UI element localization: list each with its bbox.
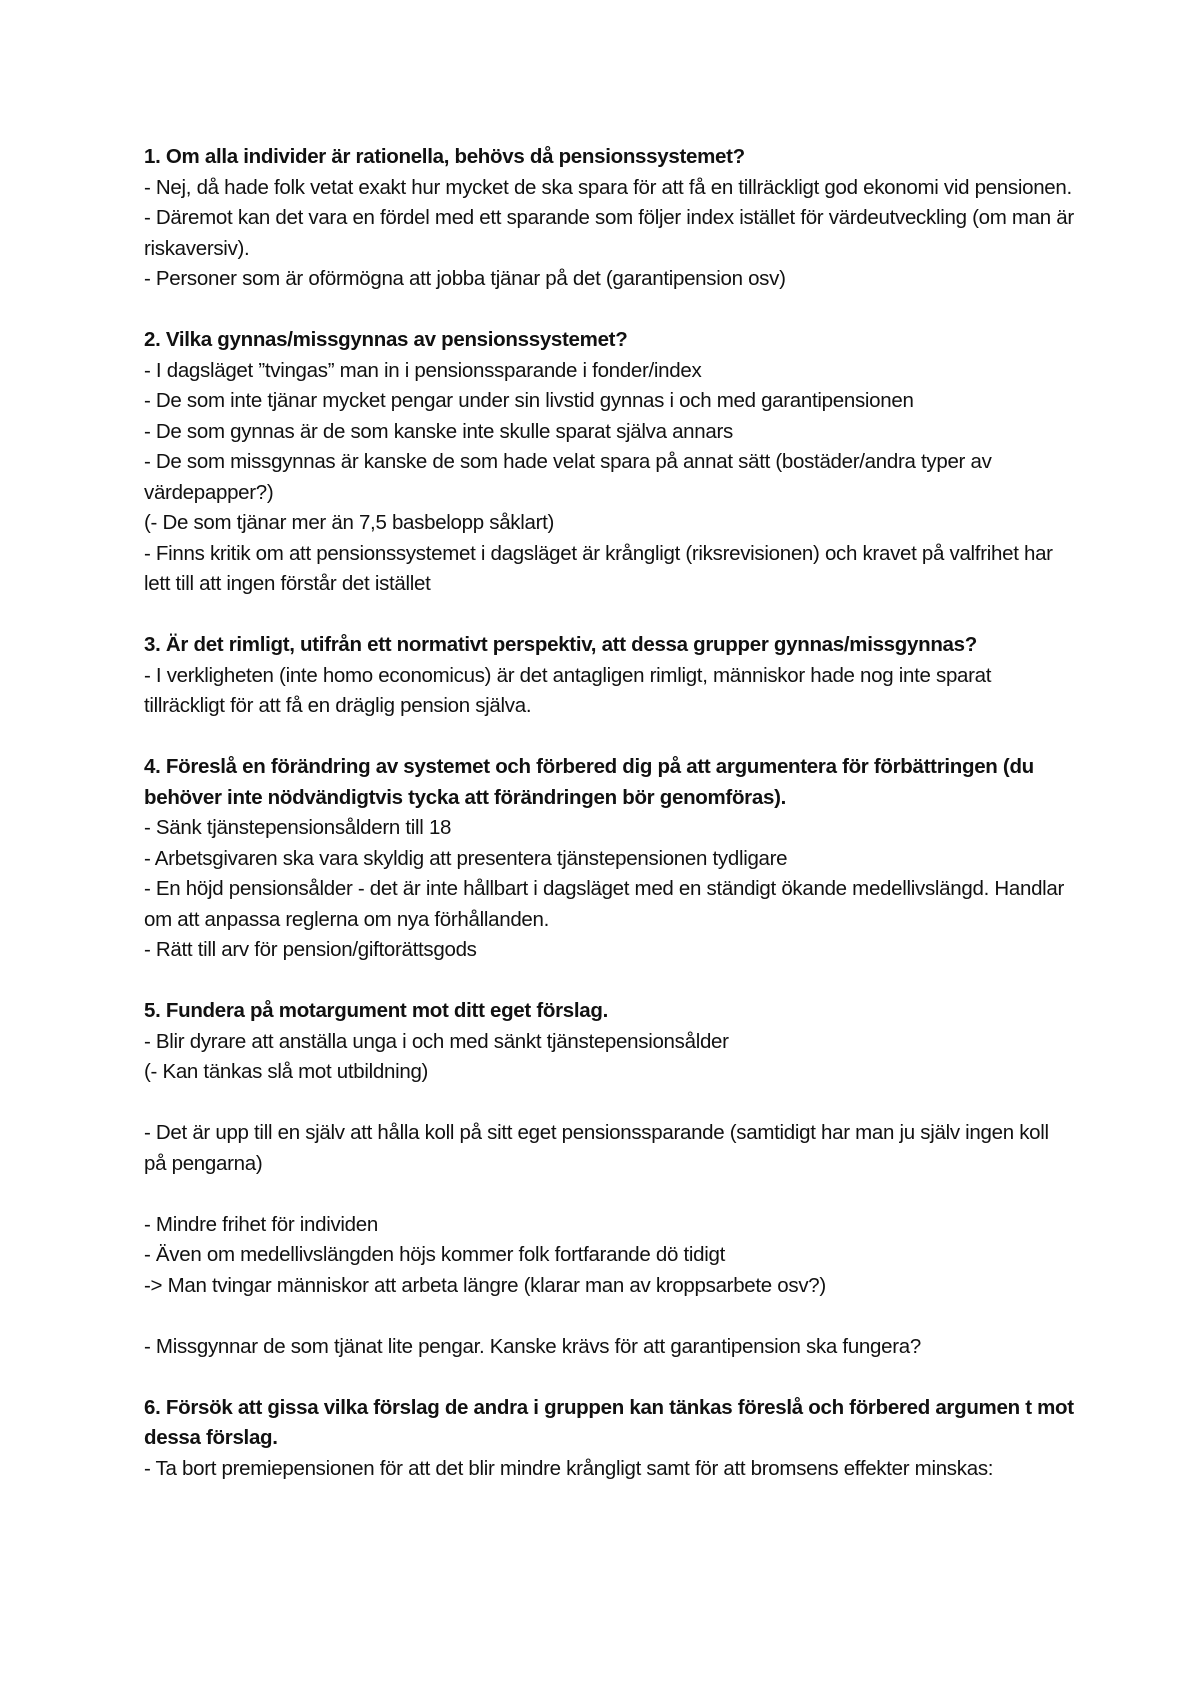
- section-4: [144, 752, 1074, 966]
- section-3: [144, 630, 1074, 722]
- section-heading: 2. Vilka gynnas/missgynnas av pensionssystemet?: [144, 328, 628, 351]
- text-line: - Ta bort premiepensionen för att det blir mindre krångligt samt för att bromsens effekter minskas:: [144, 1456, 994, 1480]
- section-heading: 4. Föreslå en förändring av systemet och förbered dig på att argumentera för förbättringen (du behöver inte nödvändigtvis tycka att förändringen bör genomföras).: [144, 755, 1034, 809]
- text-line: - Rätt till arv för pension/giftorättsgods: [144, 938, 477, 961]
- blank-line: [144, 1301, 1074, 1332]
- text-line: - Sänk tjänstepensionsåldern till 18: [144, 816, 452, 839]
- blank-line: [144, 1179, 1074, 1210]
- text-line: - Däremot kan det vara en fördel med ett sparande som följer index istället för värdeutveckling (om man är riskaversiv).: [144, 206, 1074, 260]
- text-line: - Mindre frihet för individen: [144, 1212, 378, 1236]
- section-heading: 3. Är det rimligt, utifrån ett normativt perspektiv, att dessa grupper gynnas/missgynnas?: [144, 633, 977, 656]
- text-line: - Missgynnar de som tjänat lite pengar. Kanske krävs för att garantipension ska fungera?: [144, 1334, 921, 1358]
- text-line: (- De som tjänar mer än 7,5 basbelopp såklart): [144, 511, 555, 534]
- blank-line: [144, 1088, 1074, 1119]
- section-2: [144, 325, 1074, 600]
- text-line: - Arbetsgivaren ska vara skyldig att presentera tjänstepensionen tydligare: [144, 846, 788, 870]
- section-heading: 5. Fundera på motargument mot ditt eget förslag.: [144, 999, 608, 1022]
- text-line: - De som inte tjänar mycket pengar under sin livstid gynnas i och med garantipensionen: [144, 389, 914, 412]
- text-line: - De som gynnas är de som kanske inte skulle sparat själva annars: [144, 419, 733, 443]
- text-line: (- Kan tänkas slå mot utbildning): [144, 1060, 429, 1083]
- text-line: -> Man tvingar människor att arbeta längre (klarar man av kroppsarbete osv?): [144, 1273, 826, 1297]
- document-body: [144, 142, 1074, 1515]
- text-line: - I verkligheten (inte homo economicus) är det antagligen rimligt, människor hade nog inte sparat tillräckligt för att få en dräglig pension själva.: [144, 663, 992, 717]
- text-line: - Nej, då hade folk vetat exakt hur mycket de ska spara för att få en tillräckligt god ekonomi vid pensionen.: [144, 175, 1072, 199]
- section-5: [144, 996, 1074, 1362]
- text-line: - Det är upp till en själv att hålla koll på sitt eget pensionssparande (samtidigt har man ju själv ingen koll på pengarna): [144, 1121, 1049, 1175]
- section-6: [144, 1393, 1074, 1485]
- section-heading: 1. Om alla individer är rationella, behövs då pensionssystemet?: [144, 145, 745, 168]
- text-line: - Även om medellivslängden höjs kommer folk fortfarande dö tidigt: [144, 1243, 725, 1266]
- text-line: - Finns kritik om att pensionssystemet i dagsläget är krångligt (riksrevisionen) och kravet på valfrihet har lett till att ingen förstår det istället: [144, 541, 1053, 595]
- text-line: - Blir dyrare att anställa unga i och med sänkt tjänstepensionsålder: [144, 1029, 729, 1053]
- section-1: [144, 142, 1074, 295]
- text-line: - De som missgynnas är kanske de som hade velat spara på annat sätt (bostäder/andra typer av värdepapper?): [144, 450, 992, 504]
- text-line: - En höjd pensionsålder - det är inte hållbart i dagsläget med en ständigt ökande medellivslängd. Handlar om att anpassa reglerna om nya förhållanden.: [144, 877, 1065, 931]
- text-line: - Personer som är oförmögna att jobba tjänar på det (garantipension osv): [144, 267, 786, 290]
- text-line: - I dagsläget ”tvingas” man in i pensionssparande i fonder/index: [144, 358, 702, 382]
- section-heading: 6. Försök att gissa vilka förslag de andra i gruppen kan tänkas föreslå och förbered argumen t mot dessa förslag.: [144, 1395, 1074, 1449]
